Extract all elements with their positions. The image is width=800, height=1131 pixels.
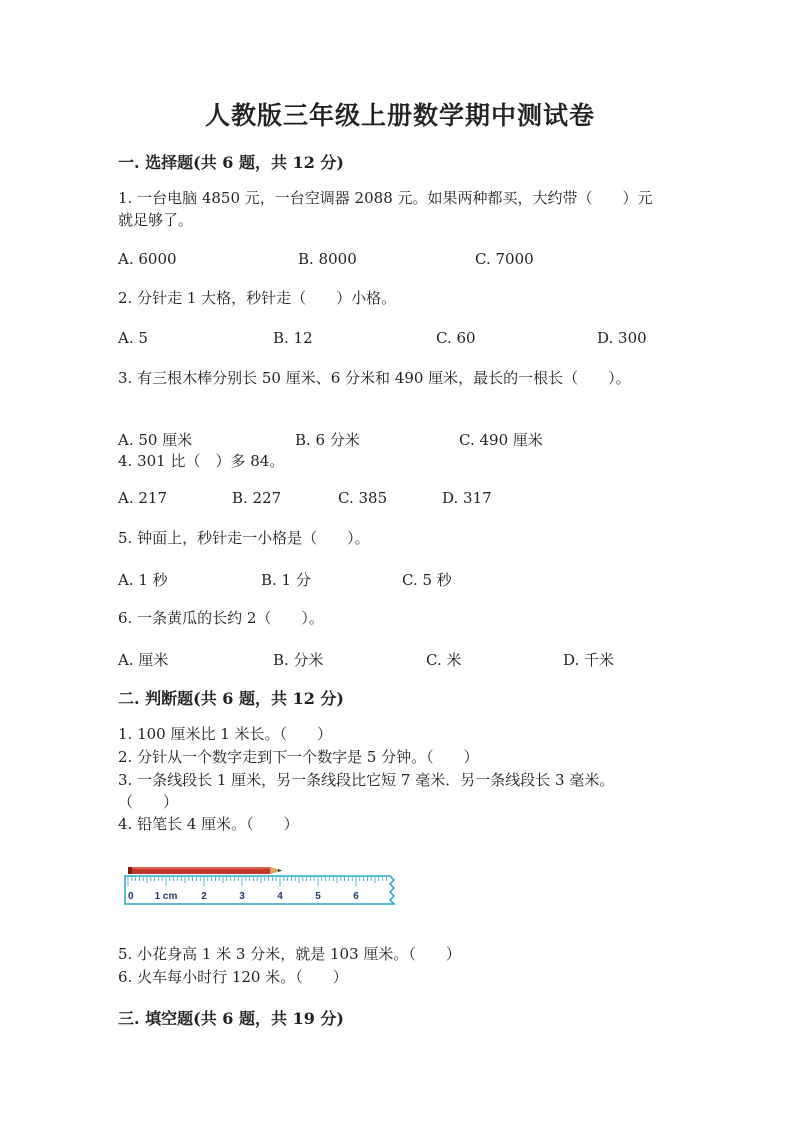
q2-option-a: A. 5 xyxy=(118,329,148,347)
judge-3: 3. 一条线段长 1 厘米，另一条线段比它短 7 毫米．另一条线段长 3 毫米。 xyxy=(118,771,615,789)
question-3: 3. 有三根木棒分别长 50 厘米、6 分米和 490 厘米，最长的一根长（ ）。 xyxy=(118,369,631,387)
q1-option-b: B. 8000 xyxy=(298,250,357,268)
ruler-label: 4 xyxy=(277,891,283,902)
judge-1: 1. 100 厘米比 1 米长。（ ） xyxy=(118,725,333,743)
ruler-illustration xyxy=(124,864,400,906)
q6-option-c: C. 米 xyxy=(426,651,462,669)
ruler-label: 2 xyxy=(201,891,207,902)
q1-option-c: C. 7000 xyxy=(475,250,534,268)
q6-option-a: A. 厘米 xyxy=(118,651,169,669)
judge-5: 5. 小花身高 1 米 3 分米，就是 103 厘米。（ ） xyxy=(118,945,461,963)
q2-option-b: B. 12 xyxy=(273,329,313,347)
ruler-label: 6 xyxy=(353,891,359,902)
question-1-cont: 就足够了。 xyxy=(118,211,194,229)
ruler-label: 3 xyxy=(239,891,245,902)
q4-option-c: C. 385 xyxy=(338,489,388,507)
question-4: 4. 301 比（ ）多 84。 xyxy=(118,452,285,470)
q3-option-c: C. 490 厘米 xyxy=(459,431,543,449)
section-heading-judge: 二. 判断题(共 6 题，共 12 分) xyxy=(118,689,344,708)
ruler-label: 5 xyxy=(315,891,321,902)
q5-option-a: A. 1 秒 xyxy=(118,571,168,589)
section-heading-choice: 一. 选择题(共 6 题，共 12 分) xyxy=(118,153,344,172)
question-5: 5. 钟面上，秒针走一小格是（ ）。 xyxy=(118,529,370,547)
q5-option-c: C. 5 秒 xyxy=(402,571,452,589)
q4-option-b: B. 227 xyxy=(232,489,282,507)
page-title: 人教版三年级上册数学期中测试卷 xyxy=(204,101,595,130)
q2-option-c: C. 60 xyxy=(436,329,476,347)
q5-option-b: B. 1 分 xyxy=(261,571,311,589)
judge-3-cont: （ ） xyxy=(118,793,179,811)
q6-option-b: B. 分米 xyxy=(273,651,324,669)
q4-option-d: D. 317 xyxy=(442,489,492,507)
section-heading-fill: 三. 填空题(共 6 题，共 19 分) xyxy=(118,1009,344,1028)
ruler-label: 0 xyxy=(128,891,134,902)
judge-2: 2. 分针从一个数字走到下一个数字是 5 分钟。（ ） xyxy=(118,748,479,766)
q3-option-a: A. 50 厘米 xyxy=(118,431,193,449)
question-1: 1. 一台电脑 4850 元，一台空调器 2088 元。如果两种都买，大约带（ ）元 xyxy=(118,189,653,207)
question-2: 2. 分针走 1 大格，秒针走（ ）小格。 xyxy=(118,289,397,307)
question-6: 6. 一条黄瓜的长约 2（ ）。 xyxy=(118,609,324,627)
pencil-icon xyxy=(128,867,282,874)
judge-4: 4. 铅笔长 4 厘米。（ ） xyxy=(118,815,299,833)
judge-6: 6. 火车每小时行 120 米。（ ） xyxy=(118,968,348,986)
q4-option-a: A. 217 xyxy=(118,489,167,507)
q6-option-d: D. 千米 xyxy=(563,651,615,669)
q3-option-b: B. 6 分米 xyxy=(295,431,360,449)
q2-option-d: D. 300 xyxy=(597,329,647,347)
q1-option-a: A. 6000 xyxy=(118,250,177,268)
ruler-label: 1 cm xyxy=(154,891,178,902)
